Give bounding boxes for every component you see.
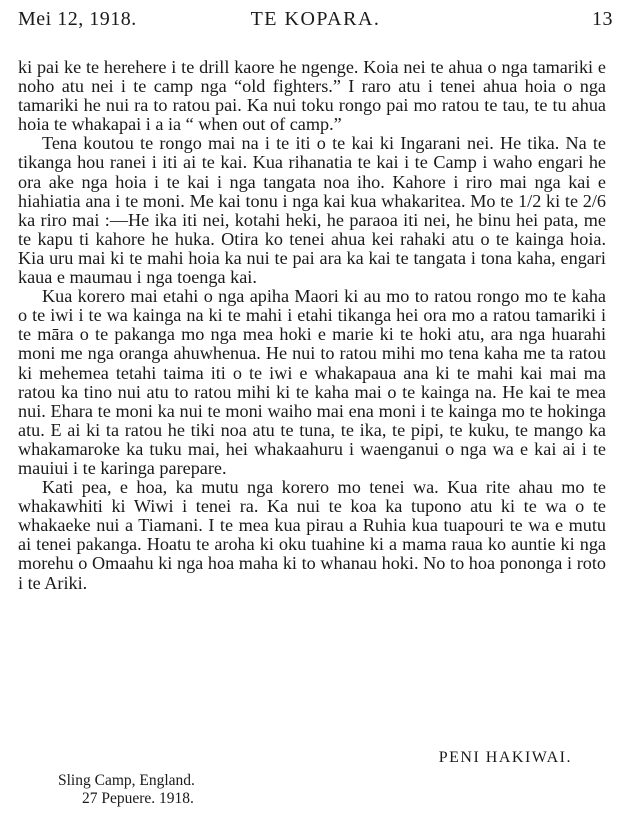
paragraph-2: Tena koutou te rongo mai na i te iti o te kai ki Ingarani nei. He tika. Na te tikanga hou ranei i iti ai te kai. Kua rihanatia te kai i te Camp i waho engari he ora ake nga hoia i te kai i nga tangata noa iho. Kahore i riro mai nga kai e hiahiatia ana i te moni. Me kai tonu i nga kai kua whakaritea. Mo te 1/2 ki te 2/6 ka riro mai :—He ika iti nei, kotahi heki, he paraoa iti nei, he binu hei pata, me te kapu ti kahore he huka. Otira ko tenei ahua kei rahaki atu o te kainga hoia. Kia uru mai ki te mahi hoia ka nui te pai ara ka kai te tangata i tona kaha, engari kaua e maumau i nga toenga kai. xyxy=(18,133,606,288)
paragraph-3: Kua korero mai etahi o nga apiha Maori ki au mo to ratou rongo mo te kaha o te iwi i te wa kainga na ki te mahi i etahi tikanga hei ora mo a ratou tamariki i te māra o te pakanga mo nga mea hoki e marie ki te hoki atu, ara nga huarahi moni me nga oranga ahuwhenua. He nui to ratou mihi mo tena kaha me ta ratou ki mehemea tetahi taima iti o te iwi e whakapaua ana ki te mahi kai mai ma ratou ka tino nui atu to ratou mihi ki te kaha mai o te kainga na. He kai te mea nui. Ehara te moni ka nui te moni waiho mai ena moni i te kainga mo te hokinga atu. E ai ki ta ratou he tiki noa atu te tuna, te ika, te pipi, te kuku, te mango ka whakamaroke ka tuku mai, hei whakaahuru i waenganui o nga wa e kai ai i te mauiui i te karinga parepare. xyxy=(18,286,606,478)
dateline xyxy=(58,772,195,808)
header-date: Mei 12, 1918. xyxy=(18,8,137,30)
publication-title: TE KOPARA. xyxy=(250,8,381,30)
author-signature: PENI HAKIWAI. xyxy=(438,749,572,766)
dateline-place: Sling Camp, England. xyxy=(58,772,195,789)
paragraph-1: ki pai ke te herehere i te drill kaore he ngenge. Koia nei te ahua o nga tamariki e noho atu nei i te camp nga “old fighters.” I raro atu i tenei ahua hoia o nga tamariki he nui ra to ratou pai. Ka nui toku rongo pai mo ratou te tau, te tu ahua hoia te whakapai i a ia “ when out of camp.” xyxy=(18,57,606,135)
page-header xyxy=(18,8,613,34)
article-body xyxy=(18,58,606,593)
page-number: 13 xyxy=(592,8,613,30)
paragraph-4: Kati pea, e hoa, ka mutu nga korero mo tenei wa. Kua rite ahau mo te whakawhiti ki Wiwi i tenei ra. Ka nui te koa ka tupono atu ki te wa o te whakaeke nui a Tiamani. I te mea kua pirau a Ruhia kua tuapouri te wa e mutu ai tenei pakanga. Hoatu te aroha ki oku tuahine ki a mama raua ko auntie ki nga morehu o Omaahu ki nga hoa maha ki to whanau hoki. No to hoa pononga i roto i te Ariki. xyxy=(18,477,606,593)
dateline-date: 27 Pepuere. 1918. xyxy=(82,790,194,807)
